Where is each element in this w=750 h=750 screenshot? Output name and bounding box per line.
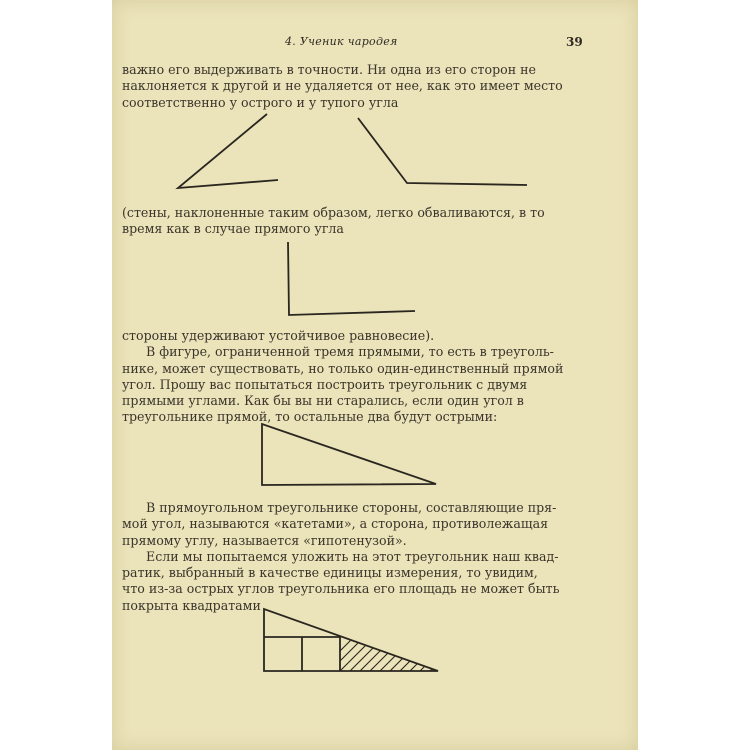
text-line: покрыта квадратами: [122, 597, 261, 613]
obtuse-angle: [358, 118, 527, 185]
text-line: угол. Прошу вас попытаться построить треугольник с двумя: [122, 376, 528, 392]
paragraph-1: [122, 62, 584, 111]
text-line: время как в случае прямого угла: [122, 221, 344, 237]
paragraph-2: [122, 205, 584, 238]
text-line: Если мы попытаемся уложить на этот треугольник наш квад-: [146, 548, 559, 564]
text-line: ратик, выбранный в качестве единицы измерения, то увидим,: [122, 565, 538, 581]
text-line: стороны удерживают устойчивое равновесие).: [122, 328, 435, 343]
text-line: мой угол, называются «катетами», а сторона, противолежащая: [122, 516, 549, 532]
text-line: соответственно у острого и у тупого угла: [122, 94, 399, 110]
triangle-outline: [264, 609, 438, 671]
paragraph-3: [122, 328, 584, 426]
text-line: наклоняется к другой и не удаляется от нее, как это имеет место: [122, 78, 563, 94]
acute-angle-figure: [170, 108, 280, 193]
right-angle-figure: [284, 240, 424, 320]
right-angle: [288, 242, 415, 315]
text-line: важно его выдерживать в точности. Ни одна из его сторон не: [122, 62, 536, 77]
text-line: нике, может существовать, но только один-единственный прямой: [122, 360, 564, 376]
right-triangle: [262, 424, 436, 485]
running-title: 4. Ученик чародея: [285, 35, 398, 48]
text-line: В фигуре, ограниченной тремя прямыми, то есть в треуголь-: [146, 344, 554, 360]
text-line: треугольнике прямой, то остальные два будут острыми:: [122, 409, 498, 425]
page-number: 39: [566, 35, 583, 49]
text-line: В прямоугольном треугольнике стороны, составляющие пря-: [146, 500, 557, 515]
text-line: прямыми углами. Как бы вы ни старались, если один угол в: [122, 393, 524, 409]
text-line: (стены, наклоненные таким образом, легко обваливаются, в то: [122, 205, 545, 220]
text-line: прямому углу, называется «гипотенузой».: [122, 532, 407, 548]
acute-angle: [178, 114, 278, 188]
obtuse-angle-figure: [355, 112, 535, 192]
paragraph-4: [122, 500, 584, 614]
text-line: что из-за острых углов треугольника его площадь не может быть: [122, 581, 560, 597]
right-triangle-figure: [258, 420, 443, 490]
triangle-squares-figure: [260, 605, 445, 675]
